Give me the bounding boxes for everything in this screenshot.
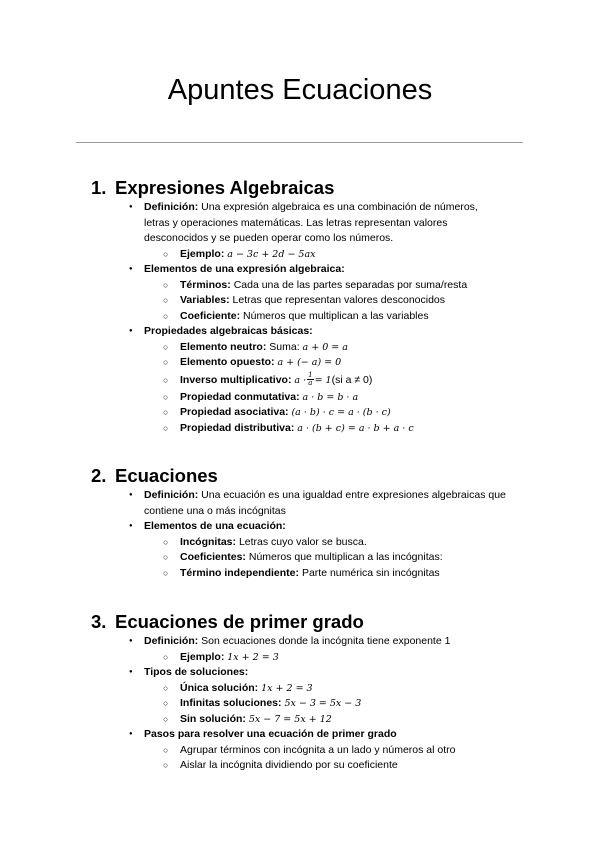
sub-item-sin-solucion	[91, 712, 531, 728]
list-item-definicion	[91, 488, 531, 519]
title-divider	[76, 142, 523, 143]
sub-item-ejemplo	[91, 650, 531, 666]
list-item-definicion	[91, 200, 531, 247]
sub-item-text: Cada una de las partes separadas por suma/resta	[233, 278, 468, 291]
math-expression: 5x − 3 = 5x − 3	[284, 698, 362, 709]
sub-item-variables	[91, 293, 531, 309]
sub-item-label: Coeficientes:	[180, 551, 246, 563]
section-title: Ecuaciones	[115, 465, 218, 486]
sub-item-unica-solucion	[91, 681, 531, 697]
sub-item-text: Suma:	[269, 340, 300, 353]
sub-item-infinitas-soluciones	[91, 696, 531, 712]
sub-item-coeficientes	[91, 550, 531, 566]
sub-item-label: Propiedad asociativa:	[180, 406, 289, 418]
section-heading	[91, 610, 531, 634]
item-text-continued: desconocidos y se pueden operar como los números.	[144, 232, 394, 244]
section-number: 3.	[91, 611, 107, 632]
sub-item-distributiva	[91, 421, 531, 437]
sub-item-label: Elemento opuesto:	[180, 356, 275, 368]
list-item-propiedades	[91, 324, 531, 340]
sub-item-elemento-opuesto	[91, 355, 531, 371]
section-title: Ecuaciones de primer grado	[115, 611, 364, 632]
item-label: Definición:	[144, 635, 199, 647]
math-expression: a · b = b · a	[302, 391, 359, 403]
item-text: Una ecuación es una igualdad entre expresiones algebraicas que	[201, 489, 506, 501]
item-label: Tipos de soluciones:	[144, 666, 249, 678]
section-title: Expresiones Algebraicas	[115, 177, 335, 198]
item-label: Elementos de una ecuación:	[144, 520, 286, 532]
math-expression: a + 0 = a	[302, 341, 348, 353]
sub-item-paso-aislar	[91, 758, 531, 774]
sub-item-label: Propiedad conmutativa:	[180, 390, 300, 403]
sub-item-text: Números que multiplican a las variables	[243, 309, 429, 322]
sub-item-conmutativa	[91, 390, 531, 406]
sub-item-label: Variables:	[180, 294, 230, 306]
list-item-tipos-soluciones	[91, 665, 531, 681]
math-expression: = 1	[314, 374, 332, 386]
list-item-elementos-ecuacion	[91, 519, 531, 535]
list-item-elementos	[91, 262, 531, 278]
section-number: 1.	[91, 177, 107, 198]
sub-item-label: Término independiente:	[180, 566, 300, 579]
section-expresiones-algebraicas	[91, 176, 531, 436]
section-list	[91, 488, 531, 581]
sub-item-paso-agrupar	[91, 743, 531, 759]
sub-item-label: Sin solución:	[180, 712, 246, 725]
math-expression: (a · b) · c = a · (b · c)	[291, 407, 391, 418]
sub-item-label: Elemento neutro:	[180, 340, 267, 353]
sub-item-text: Letras que representan valores desconocidos	[232, 294, 446, 306]
section-ecuaciones	[91, 464, 531, 581]
sub-item-ejemplo	[91, 247, 531, 263]
sub-item-label: Infinitas soluciones:	[180, 697, 282, 709]
math-expression: a + (− a) = 0	[277, 357, 342, 368]
document-title: Apuntes Ecuaciones	[167, 74, 433, 106]
section-list	[91, 200, 531, 436]
sub-item-asociativa	[91, 405, 531, 421]
math-expression: 1x + 2 = 3	[261, 682, 313, 694]
item-text: Son ecuaciones donde la incógnita tiene exponente 1	[201, 635, 451, 647]
math-fraction	[307, 372, 313, 387]
fraction-numerator: 1	[308, 371, 313, 380]
fraction-denominator: a	[308, 379, 313, 388]
sub-item-text: Aislar la incógnita dividiendo por su coeficiente	[180, 759, 398, 771]
item-text-continued: letras y operaciones matemáticas. Las letras representan valores	[144, 216, 448, 229]
item-label: Pasos para resolver una ecuación de primer grado	[144, 728, 397, 740]
sub-item-elemento-neutro	[91, 340, 531, 356]
list-item-pasos	[91, 727, 531, 743]
sub-item-text: Parte numérica sin incógnitas	[301, 566, 440, 579]
list-item-definicion	[91, 634, 531, 650]
math-expression: 1x + 2 = 3	[227, 651, 279, 663]
sub-item-incognitas	[91, 535, 531, 551]
math-expression: a − 3c + 2d − 5ax	[227, 248, 316, 260]
item-text-continued: contiene una o más incógnitas	[144, 504, 286, 517]
sub-item-termino-independiente	[91, 566, 531, 582]
sub-item-label: Incógnitas:	[180, 535, 237, 548]
sub-item-text: Letras cuyo valor se busca.	[238, 535, 367, 548]
sub-item-inverso-multiplicativo	[91, 371, 531, 390]
math-expression: a ·	[294, 374, 307, 386]
section-heading	[91, 176, 531, 200]
sub-item-coeficiente	[91, 309, 531, 325]
sub-item-label: Propiedad distributiva:	[180, 421, 295, 434]
sub-item-label: Inverso multiplicativo:	[180, 373, 292, 386]
section-heading	[91, 464, 531, 488]
item-label: Definición:	[144, 201, 199, 213]
item-label: Propiedades algebraicas básicas:	[144, 325, 313, 337]
sub-item-label: Ejemplo:	[180, 650, 225, 663]
section-list	[91, 634, 531, 774]
section-number: 2.	[91, 465, 107, 486]
sub-item-label: Única solución:	[180, 681, 259, 694]
sub-item-text: Números que multiplican a las incógnitas:	[248, 551, 443, 563]
math-expression: 5x − 7 = 5x + 12	[248, 713, 332, 725]
sub-item-text: Agrupar términos con incógnita a un lado y números al otro	[180, 743, 456, 756]
item-label: Definición:	[144, 489, 199, 501]
sub-item-label: Coeficiente:	[180, 309, 241, 322]
sub-item-terminos	[91, 278, 531, 294]
sub-item-label: Ejemplo:	[180, 247, 225, 260]
section-ecuaciones-primer-grado	[91, 610, 531, 774]
math-expression: a · (b + c) = a · b + a · c	[297, 422, 414, 434]
math-note: (si a ≠ 0)	[331, 373, 373, 386]
sub-item-label: Términos:	[180, 278, 231, 291]
item-label: Elementos de una expresión algebraica:	[144, 263, 345, 275]
item-text: Una expresión algebraica es una combinación de números,	[201, 201, 478, 213]
